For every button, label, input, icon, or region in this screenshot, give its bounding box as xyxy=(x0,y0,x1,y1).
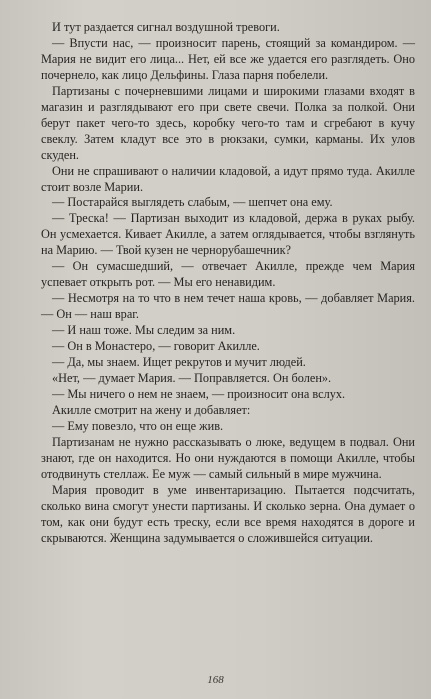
paragraph: — Треска! — Партизан выходит из кладовой, держа в руках рыбу. Он усмехается. Кивает Акилле, а затем оглядывается, чтобы взглянуть на Марию. — Твой кузен не чернорубашечник? xyxy=(41,211,415,258)
paragraph: — Постарайся выглядеть слабым, — шепчет она ему. xyxy=(52,195,333,210)
paragraph: — Ему повезло, что он еще жив. xyxy=(52,418,224,433)
paragraph: — И наш тоже. Мы следим за ним. xyxy=(52,323,236,338)
paragraph: — Он в Монастеро, — говорит Акилле. xyxy=(52,339,260,354)
paragraph: — Впусти нас, — произносит парень, стоящий за командиром. — Мария не видит его лица... Нет, ей все же удается его разглядеть. Оно почернело, как лицо Дельфины. Глаза парня побелели. xyxy=(41,35,415,82)
paragraph: Мария проводит в уме инвентаризацию. Пытается подсчитать, сколько вина смогут унести партизаны. И сколько зерна. Она думает о том, как они будут есть треску, если все время находятся в дороге и скрываются. Женщина задумывается о сложившейся ситуации. xyxy=(41,482,415,545)
page-number: 168 xyxy=(207,674,224,686)
paragraph: — Мы ничего о нем не знаем, — произносит она вслух. xyxy=(52,386,346,401)
paragraph: Партизанам не нужно рассказывать о люке, ведущем в подвал. Они знают, где он находится. Но они нуждаются в помощи Акилле, чтобы отодвинуть стеллаж. Ее муж — самый сильный в мире мужчина. xyxy=(41,434,415,481)
page-text xyxy=(41,20,415,546)
paragraph: Партизаны с почерневшими лицами и широкими глазами входят в магазин и разглядывают его при свете свечи. Полка за полкой. Они берут пакет чего-то здесь, коробку чего-то там и сгребают в кучу свеклу. Затем кладут все это в рюкзаки, сумки, карманы. Их улов скуден. xyxy=(41,83,415,162)
paragraph: — Несмотря на то что в нем течет наша кровь, — добавляет Мария. — Он — наш враг. xyxy=(41,291,415,322)
paragraph: «Нет, — думает Мария. — Поправляется. Он болен». xyxy=(52,370,332,385)
paragraph: — Да, мы знаем. Ищет рекрутов и мучит людей. xyxy=(52,355,306,370)
paragraph: Акилле смотрит на жену и добавляет: xyxy=(52,402,251,417)
paragraph: — Он сумасшедший, — отвечает Акилле, прежде чем Мария успевает открыть рот. — Мы его ненавидим. xyxy=(41,259,415,290)
paragraph: Они не спрашивают о наличии кладовой, а идут прямо туда. Акилле стоит возле Марии. xyxy=(41,163,415,194)
paragraph: И тут раздается сигнал воздушной тревоги. xyxy=(52,20,280,34)
